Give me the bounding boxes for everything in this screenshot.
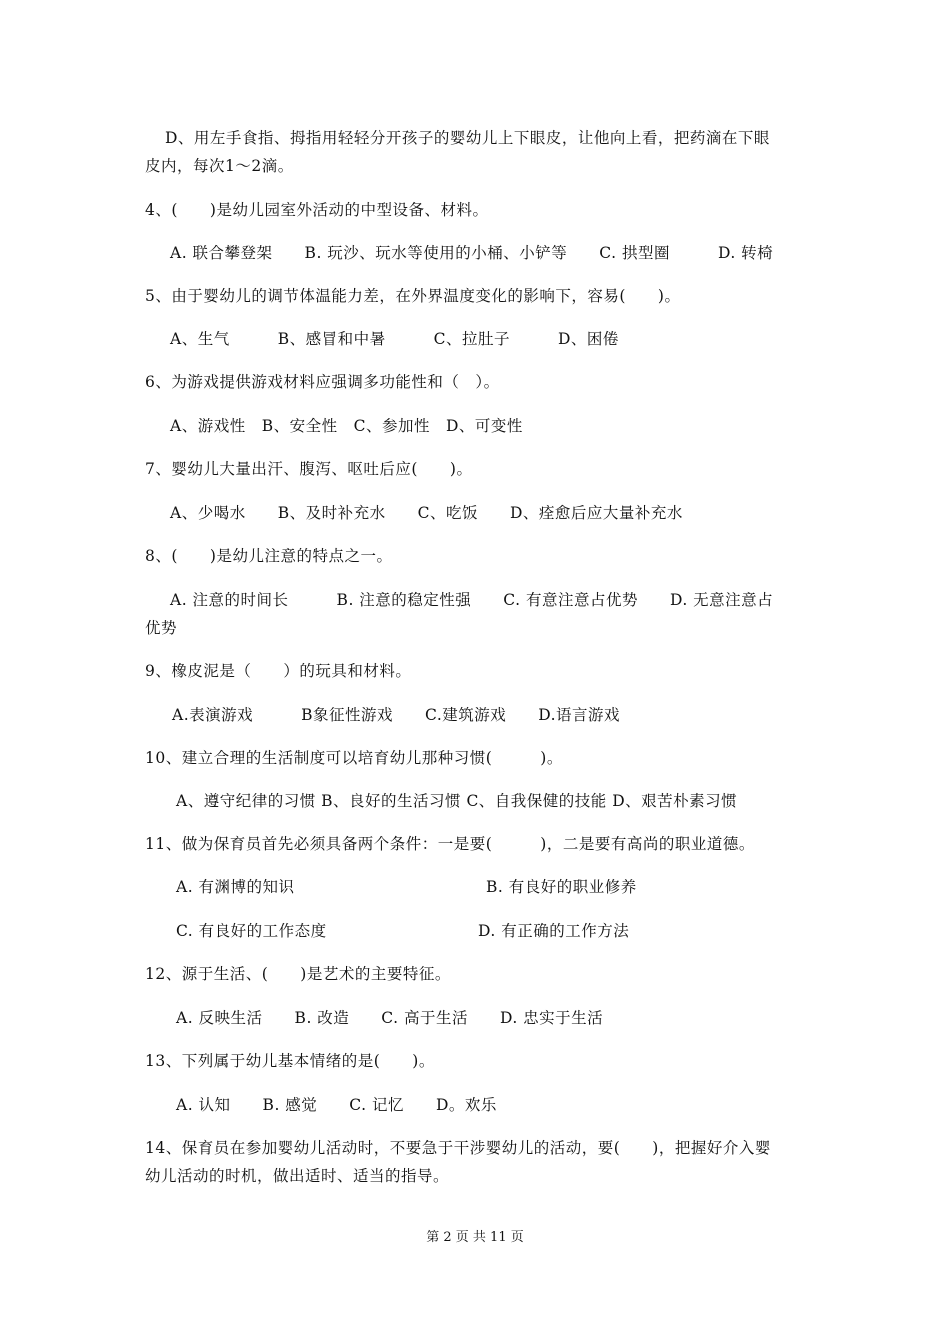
question-7: 7、婴幼儿大量出汗、腹泻、呕吐后应( )。 <box>145 460 473 478</box>
page-footer: 第 2 页 共 11 页 <box>426 1230 524 1245</box>
question-13: 13、下列属于幼儿基本情绪的是( )。 <box>145 1052 435 1070</box>
options-5: A、生气 B、感冒和中暑 C、拉肚子 D、困倦 <box>170 330 619 348</box>
question-14-continued: 幼儿活动的时机，做出适时、适当的指导。 <box>145 1167 450 1185</box>
options-8-continued: 优势 <box>145 619 178 637</box>
question-9: 9、橡皮泥是（ ）的玩具和材料。 <box>145 662 412 680</box>
option-11-a: A. 有渊博的知识 <box>176 878 295 896</box>
question-6: 6、为游戏提供游戏材料应强调多功能性和（ ）。 <box>145 373 500 391</box>
options-8: A. 注意的时间长 B. 注意的稳定性强 C. 有意注意占优势 D. 无意注意占 <box>170 591 774 609</box>
question-14: 14、保育员在参加婴幼儿活动时，不要急于干涉婴幼儿的活动，要( )，把握好介入婴 <box>145 1139 771 1157</box>
text-line: D、用左手食指、拇指用轻轻分开孩子的婴幼儿上下眼皮，让他向上看，把药滴在下眼 <box>165 129 770 147</box>
question-11: 11、做为保育员首先必须具备两个条件：一是要( )，二是要有高尚的职业道德。 <box>145 835 755 853</box>
options-6: A、游戏性 B、安全性 C、参加性 D、可变性 <box>170 417 523 435</box>
options-13: A. 认知 B. 感觉 C. 记忆 D。欢乐 <box>176 1096 497 1114</box>
text-line: 皮内，每次1～2滴。 <box>145 157 294 175</box>
options-7: A、少喝水 B、及时补充水 C、吃饭 D、痊愈后应大量补充水 <box>170 504 683 522</box>
options-10: A、遵守纪律的习惯 B、良好的生活习惯 C、自我保健的技能 D、艰苦朴素习惯 <box>176 792 738 810</box>
question-5: 5、由于婴幼儿的调节体温能力差，在外界温度变化的影响下，容易( )。 <box>145 287 681 305</box>
options-9: A.表演游戏 B象征性游戏 C.建筑游戏 D.语言游戏 <box>172 706 621 724</box>
question-4: 4、( )是幼儿园室外活动的中型设备、材料。 <box>145 201 489 219</box>
options-12: A. 反映生活 B. 改造 C. 高于生活 D. 忠实于生活 <box>176 1009 604 1027</box>
question-10: 10、建立合理的生活制度可以培育幼儿那种习惯( )。 <box>145 749 563 767</box>
question-12: 12、源于生活、( )是艺术的主要特征。 <box>145 965 451 983</box>
option-11-d: D. 有正确的工作方法 <box>478 922 630 940</box>
option-11-b: B. 有良好的职业修养 <box>486 878 637 896</box>
options-4: A. 联合攀登架 B. 玩沙、玩水等使用的小桶、小铲等 C. 拱型圈 D. 转椅 <box>170 244 774 262</box>
question-8: 8、( )是幼儿注意的特点之一。 <box>145 547 393 565</box>
option-11-c: C. 有良好的工作态度 <box>176 922 327 940</box>
